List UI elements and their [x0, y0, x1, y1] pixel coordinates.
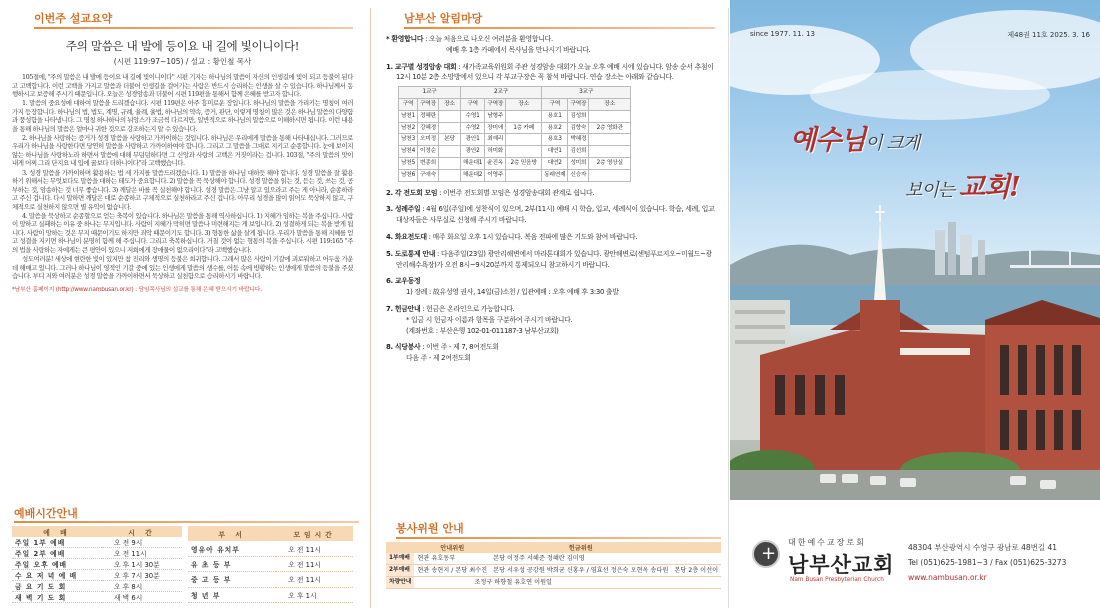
driver-cell: 조정구 하향철 유호연 이원일 [414, 577, 721, 589]
notice-text: : 새가족교육위원회 주관 성경암송 대회가 오늘 오후 예배 시에 있습니다. 암송 순서 추첨이 12시 10분 2층 소망방에서 있으니 각 부교구장은 꼭 참석 바랍니다. 연습 장소는 아래와 같습니다. [396, 62, 714, 82]
zone-table [398, 86, 631, 181]
phone-fax: Tel (051)625-1981~3 / Fax (051)625-3273 [908, 558, 1067, 567]
notice-text: : 이번주 전도회별 모임은 성경암송대회 관계로 쉽니다. [437, 188, 595, 197]
sermon-paragraph: 105절에, "주의 말씀은 내 발에 등이요 내 길에 빛이니이다" 시편 기자는 하나님의 말씀이 자신의 인생길에 빛이 되고 등불이 된다고 고백합니다. 이런 고백을 가지고 말씀과 더불어 인생길을 걸어가는 사람은 반드시 승리하는 인생을 살 수 있습니다. 하나님께서 동행하시고 보증해 주시기 때문입니다. 오늘은 성경암송과 더불어 시편 119편을 통해서 함께 은혜를 받고자 합니다. [12, 73, 353, 99]
zone-cell: 대연2 [542, 157, 568, 169]
table-row [188, 572, 353, 587]
zone-cell: 남형주 [485, 110, 506, 122]
meeting-time: 오 전 11시 [276, 541, 353, 556]
zone-col-header: 장소 [438, 98, 460, 110]
table-header: 시 간 [102, 526, 182, 537]
worship-section-title: 예배시간안내 [14, 505, 357, 521]
notice-subtext [386, 315, 715, 326]
extra-cell: 본당 2층 이선이 [671, 565, 721, 577]
zone-cell: 남천6 [399, 169, 418, 181]
zone-cell: 1층 카페 [506, 122, 542, 134]
service-time: 오 전 11시 [102, 548, 182, 559]
table-row [12, 559, 182, 570]
zone-cell: 용호3 [542, 134, 568, 146]
table-row [188, 587, 353, 602]
zone-row [399, 157, 631, 169]
meeting-time: 오 전 11시 [276, 556, 353, 571]
service-time: 오 후 1시 30분 [102, 559, 182, 570]
zone-cell: 광안1 [460, 134, 484, 146]
zone-cell [589, 146, 631, 158]
table-header: 안내위원 [414, 542, 490, 553]
zone-cell: 2층 영화관 [589, 122, 631, 134]
zone-row [399, 134, 631, 146]
notice-item [386, 342, 715, 353]
zone-cell: 김성희 [568, 110, 589, 122]
zone-cell: 남천4 [399, 146, 418, 158]
sermon-paragraph: 1. 말씀의 중요성에 대하여 말씀을 드리겠습니다. 시편 119편은 아주 흥미로운 장입니다. 하나님의 말씀을 가리키는 명칭이 여러 가지 등장합니다. 하나님의 법, 법도, 계명, 규례, 율례, 율법, 하나님의 약속, 증거, 판단, 이렇게 명칭이 많은 것은 하나님 말씀의 다양함과 풍성함을 나타냅니다. 그 명칭 하나하나의 뉘앙스가 조금씩 다르지만, 일반적으로 하나님의 말씀으로 이해하시면 됩니다. 이런 내용을 통해 하나님의 말씀은 얼마나 귀한 것으로 강조하는지 알 수 있습니다. [12, 99, 353, 133]
service-section-title: 봉사위원 안내 [396, 520, 721, 536]
zone-group-header: 2교구 [460, 87, 541, 99]
worship-table [12, 526, 182, 603]
slogan-line-2 [905, 165, 1020, 204]
table-header [671, 542, 721, 553]
zone-cell: 동래연제 [542, 169, 568, 181]
zone-cell: 장미애 [485, 122, 506, 134]
zone-cell: 윤진옥 [485, 157, 506, 169]
offering-cell: 본당 서우성 공강원 박희균 신홍우 / 염효선 정은숙 오현옥 송다원 [490, 565, 671, 577]
sermon-paragraph: 4. 말씀을 묵상하고 순종할으로 얻는 축복이 있습니다. 하나님은 말씀을 통해 역사하십니다. 1) 지혜가 임하는 복을 주십니다. 사람이 망하고 실패하는 이유 중 하나는 무지입니다. 사람이 지혜가 막히면 말씀나 미련해지는 게 보입니다. 2) 성결하게 되는 복을 받게 됩니다. 사람이 망하는 것은 무지 때문이기도 하지만 죄악 때문이기도 합니다. 3) 형통한 삶을 살게 됩니다. 우리가 말씀을 통해 지혜를 얻고 성결을 지키면 하나님이 분명히 함께 해 주십니다. 그리고 축복하십니다. 거칠 것이 없는 형통의 복을 주십니다. 시편 119:165 "주의 법을 사랑하는 자에게는 큰 평안이 있으니 저희에게 장애물이 없으리이다"라 고백했습니다. [12, 211, 353, 254]
zone-cell: 수영2 [460, 122, 484, 134]
notice-item [386, 232, 715, 243]
zone-cell [438, 157, 460, 169]
zone-cell: 오미정 [418, 134, 439, 146]
notice-label: 1. 교구별 성경암송 대회 [386, 62, 457, 71]
slogan-text: 교회! [958, 172, 1020, 203]
notice-item [386, 304, 715, 315]
meeting-time: 오 후 1시 [276, 587, 353, 602]
department-table [188, 526, 353, 603]
service-row-label: 1부예배 [386, 553, 414, 565]
notice-text: : 매주 화요일 오후 1시 있습니다. 복음 전파에 많은 기도와 참여 바랍니다. [426, 232, 638, 241]
zone-cell: 정혜란 [418, 110, 439, 122]
table-row [12, 548, 182, 559]
zone-cell: 최예리 [485, 134, 506, 146]
zone-row [399, 169, 631, 181]
zone-cell: 본당 [438, 134, 460, 146]
zone-cell: 변종희 [418, 157, 439, 169]
zone-cell: 남천3 [399, 134, 418, 146]
table-row [12, 592, 182, 603]
table-row [386, 577, 721, 589]
usher-cell: 현관 유호동부 [414, 553, 490, 565]
zone-cell: 광안2 [460, 146, 484, 158]
service-name: 주일 1부 예배 [12, 537, 102, 548]
zone-row [399, 146, 631, 158]
table-row [386, 553, 721, 565]
zone-col-header: 구역장 [418, 98, 439, 110]
service-name: 새 벽 기 도 회 [12, 592, 102, 603]
zone-cell: 허미화 [485, 146, 506, 158]
zone-cell: 이영주 [485, 169, 506, 181]
zone-cell: 박혜경 [568, 134, 589, 146]
zone-cell: 해운대2 [460, 169, 484, 181]
extra-cell [671, 553, 721, 565]
zone-cell [589, 134, 631, 146]
zone-cell [438, 169, 460, 181]
church-footer [730, 500, 1100, 615]
department-name: 유 초 등 부 [188, 556, 276, 571]
department-name: 청 년 부 [188, 587, 276, 602]
notice-label: 5. 도로통제 안내 [386, 249, 436, 258]
service-name: 수 요 저 녁 예 배 [12, 570, 102, 581]
since-date: since 1977. 11. 13 [750, 30, 815, 38]
zone-cell: 김향숙 [568, 122, 589, 134]
notice-text: * 입금 시 헌금자 이름과 항목을 구분하여 주시기 바랍니다. [406, 315, 573, 324]
zone-cell [589, 169, 631, 181]
service-time: 오 후 7시 30분 [102, 570, 182, 581]
notice-item [386, 204, 715, 226]
zone-cell: 용호2 [542, 122, 568, 134]
notice-label: 3. 성례주일 [386, 205, 421, 214]
notice-label: 6. 교우동정 [386, 277, 421, 286]
table-row [386, 565, 721, 577]
zone-cell: 2층 믿음방 [506, 157, 542, 169]
table-header: 헌금위원 [490, 542, 671, 553]
usher-cell: 현관 송현지 / 본당 최수진 [414, 565, 490, 577]
zone-col-header: 구역장 [568, 98, 589, 110]
notice-section-title: 남부산 알림마당 [404, 10, 715, 26]
service-row-label: 2부예배 [386, 565, 414, 577]
notice-item [386, 188, 715, 199]
notice-item [386, 62, 715, 84]
table-header: 부 서 [188, 526, 276, 541]
notice-label: 4. 화요전도대 [386, 232, 427, 241]
contact-info [908, 540, 1066, 585]
table-row [188, 541, 353, 556]
table-header: 모임시간 [276, 526, 353, 541]
website-link[interactable]: www.nambusan.or.kr [908, 573, 987, 582]
table-row [12, 570, 182, 581]
zone-row [399, 122, 631, 134]
zone-cell: 해운대1 [460, 157, 484, 169]
church-building-illustration [730, 0, 1100, 500]
zone-cell: 용호1 [542, 110, 568, 122]
zone-cell: 수영1 [460, 110, 484, 122]
denomination: 대한예수교장로회 [788, 538, 866, 547]
sermon-section-title: 이번주 설교요약 [34, 10, 353, 26]
notice-item [386, 249, 715, 271]
table-header [386, 542, 414, 553]
zone-cell: 남천2 [399, 122, 418, 134]
column-divider [728, 8, 729, 608]
service-name: 금 요 기 도 회 [12, 581, 102, 592]
notice-subtext: 예배 후 1층 카페에서 목사님을 만나시기 바랍니다. [446, 45, 591, 54]
notice-label: 7. 헌금안내 [386, 304, 421, 313]
zone-col-header: 구역 [399, 98, 418, 110]
zone-cell [506, 134, 542, 146]
church-name: 남부산교회 [788, 553, 895, 577]
notice-subtext [386, 326, 715, 337]
notice-subtext [386, 353, 715, 364]
sermon-paragraph: 2. 하나님을 사랑하는 증거가 성경 말씀을 사랑하고 가까이하는 것입니다. 하나님은 우리에게 말씀을 통해 나타내십니다. 그러므로 우리가 하나님을 사랑한다면 당연히 말씀을 사랑하고 가까이하여야 합니다. 그리고 그 말씀을 그대로 지키고 순종합니다. 눈에 보이지 않는 하나님을 사랑하노라 하면서 말씀에 대해 무덤덤하다면 그 신앙과 사랑의 고백은 거짓이라는 겁니다. 103절, "주의 말씀의 맛이 내게 어찌 그리 단지요 내 입에 꿀보다 더하니이다"라 고백했습니다. [12, 133, 353, 168]
notice-item [386, 276, 715, 287]
column-divider [370, 8, 371, 608]
notice-list [386, 34, 715, 364]
notice-text: (계좌번호 : 부산은행 102-01-011187-3 남부산교회) [406, 326, 559, 335]
notice-label: 8. 식당봉사 [386, 343, 421, 352]
cover-page [730, 0, 1100, 615]
slogan-text: 이 크게 [865, 133, 920, 154]
notice-text: : 오늘 처음으로 나오신 여러분을 환영합니다. [423, 35, 553, 43]
notice-text: : 4월 6일(주일)에 성찬식이 있으며, 2부(11시) 예배 시 학습, 입교, 세례식이 있습니다. 학습, 세례, 입교대상자들은 사무실로 신청해 주시기 바랍니다. [396, 205, 715, 225]
service-name: 주일 오후 예배 [12, 559, 102, 570]
zone-col-header: 구역 [460, 98, 484, 110]
zone-col-header: 장소 [506, 98, 542, 110]
zone-cell: 남천1 [399, 110, 418, 122]
zone-cell: 강혜경 [418, 122, 439, 134]
table-header: 예 배 [12, 526, 102, 537]
department-name: 중 고 등 부 [188, 572, 276, 587]
department-name: 영유아 유치부 [188, 541, 276, 556]
zone-cell [438, 110, 460, 122]
zone-cell: 김선희 [568, 146, 589, 158]
worship-schedule [12, 505, 357, 603]
service-name: 주일 2부 예배 [12, 548, 102, 559]
service-table [386, 542, 721, 589]
sermon-paragraph: 3. 성경 말씀을 가까이하며 활용하는 법 세 가지를 말씀드리겠습니다. 1) 말씀을 하나님 대하듯 해야 합니다. 성경 말씀을 잘 활용하기 위해서는 무엇보다도 말씀을 대하는 태도가 중요합니다. 2) 말씀을 꼭 묵상해야 합니다. 성경 말씀을 읽는 것, 듣는 것, 쓰는 것, 공부하는 것, 암송하는 것 너무 좋습니다. 3) 깨달은 바를 꼭 실천해야 합니다. 성경 말씀은 그냥 알고 있으라고 주는 게 아니라, 순종하라고 주신 겁니다. 다시 말하면 깨달은 대로 순종하고 구체적으로 실천하라고 주신 겁니다. 아무리 성경을 많이 읽어도 묵상하지 않고, 구체적으로 실천하지 않으면 별 유익이 없습니다. [12, 168, 353, 211]
notice-text: 1) 장례 : 故유성영 권사, 14일(금)소천 / 입관예배 : 오후 예배 후 3:30 출발 [406, 288, 619, 297]
sermon-reference: (시편 119:97~105) / 설교 : 황인철 목사 [113, 57, 252, 66]
zone-cell [589, 110, 631, 122]
zone-row [399, 110, 631, 122]
church-logo-icon [752, 540, 780, 568]
notice-text: : 헌금은 온라인으로 가능합니다. [420, 304, 515, 313]
zone-col-header: 장소 [589, 98, 631, 110]
table-row [12, 537, 182, 548]
zone-group-header: 1교구 [399, 87, 461, 99]
service-row-label: 차량안내 [386, 577, 414, 589]
notice-label: * 환영합니다 [386, 35, 424, 43]
notice-label: 2. 각 전도회 모임 [386, 188, 438, 197]
zone-cell: 신승자 [568, 169, 589, 181]
table-row [12, 581, 182, 592]
church-name-english: Nam Busan Presbyterian Church [790, 577, 884, 583]
church-photo [730, 0, 1100, 500]
sermon-body [12, 73, 353, 281]
zone-cell: 이정순 [418, 146, 439, 158]
address: 48304 부산광역시 수영구 광남로 48번길 41 [908, 543, 1058, 552]
zone-col-header: 구역장 [485, 98, 506, 110]
zone-cell [506, 110, 542, 122]
service-time: 오 후 8시 [102, 581, 182, 592]
notice-subtext [386, 287, 715, 298]
zone-cell [506, 146, 542, 158]
slogan-line-1 [790, 118, 919, 157]
sermon-title: 주의 말씀은 내 발에 등이요 내 길에 빛이니이다! [65, 39, 300, 53]
zone-cell [506, 169, 542, 181]
slogan-text: 예수님 [790, 125, 866, 156]
zone-cell: 2층 영상실 [589, 157, 631, 169]
zone-cell [438, 146, 460, 158]
zone-cell: 대연1 [542, 146, 568, 158]
meeting-time: 오 전 11시 [276, 572, 353, 587]
service-time: 새 벽 6시 [102, 592, 182, 603]
notice-text: : 이번 주 - 제 7, 8여전도회 [420, 343, 499, 352]
zone-cell: 성미희 [568, 157, 589, 169]
slogan-text: 보이는 [905, 180, 959, 201]
table-row [188, 556, 353, 571]
welcome-notice [386, 34, 715, 45]
zone-col-header: 구역 [542, 98, 568, 110]
zone-cell [438, 122, 460, 134]
offering-cell: 본당 이정주 서해준 정혜란 김미영 [490, 553, 671, 565]
notice-text: : 다음주일(23일) 광안리해변에서 마라톤대회가 있습니다. 광안해변로(센텀푸르지오~미월드~광안리해수욕장)가 오전 8시~9시20분까지 통제되오니 참고하시기 바랍니다. [396, 249, 712, 269]
notice-text: 다음 주 - 제 2여전도회 [406, 354, 471, 363]
sermon-paragraph: 성도여러분! 세상에 현란한 빛이 있지만 참 진리와 생명의 등불은 희귀합니다. 그래서 많은 사람이 기갈에 괴로워하고 어두움 가운데 해매고 있니다. 그러나 하나님이 영적인 기갈 중에 있는 인생에게 말씀의 생수를, 어둠 속에 방황하는 인생에게 말씀의 등불을 주셨습니다. 부디 저와 여러분은 성경 말씀을 가까이하면서 묵상하고 실천함으로 승리하시기 바랍니다. [12, 254, 353, 281]
zone-group-header: 3교구 [542, 87, 631, 99]
issue-number: 제48권 11호 2025. 3. 16 [1007, 31, 1090, 39]
service-section [386, 520, 721, 589]
service-time: 오 전 9시 [102, 537, 182, 548]
zone-cell: 남천5 [399, 157, 418, 169]
homepage-note: *남부산 홈페이지 (http://www.nambusan.or.kr) : 담임목사님의 설교를 통해 은혜 받으시기 바랍니다. [12, 286, 262, 293]
zone-cell: 구애숙 [418, 169, 439, 181]
